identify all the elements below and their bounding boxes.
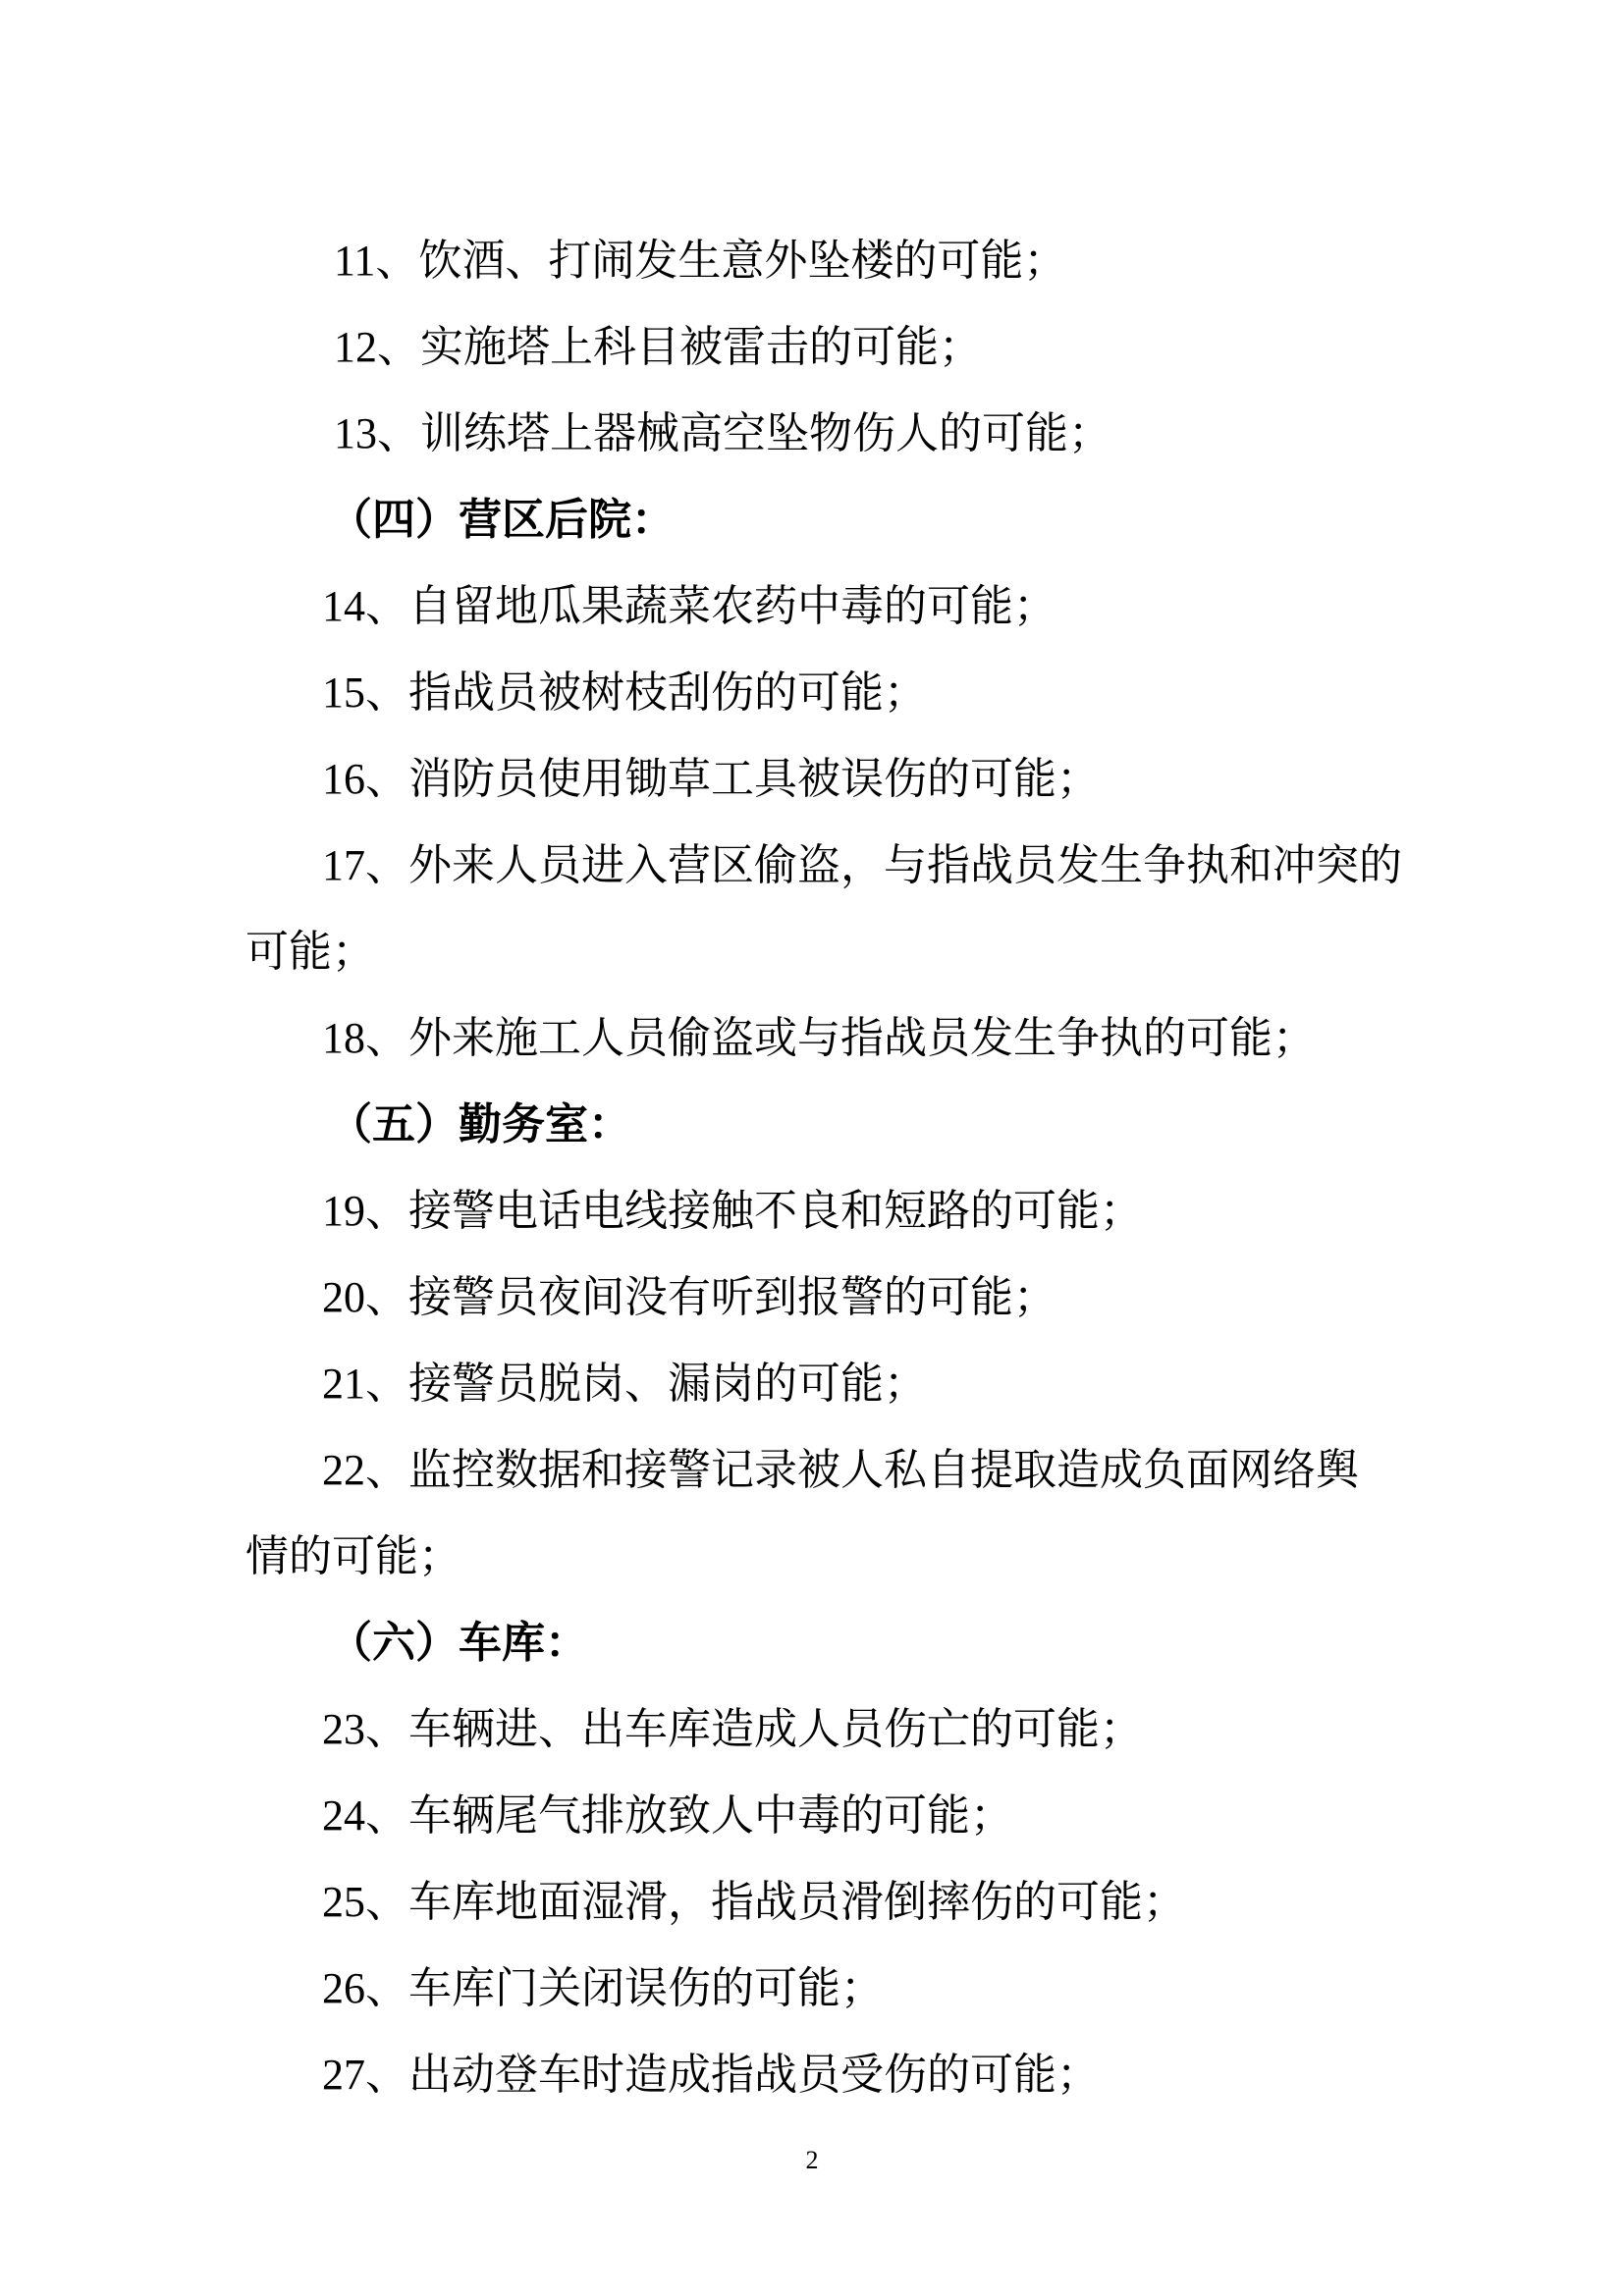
item-text: 、指战员被树枝刮伤的可能； bbox=[365, 667, 927, 718]
item-text: 、车辆进、出车库造成人员伤亡的可能； bbox=[365, 1704, 1143, 1754]
item-number: 15 bbox=[322, 668, 365, 717]
list-item bbox=[322, 752, 1100, 807]
list-item bbox=[334, 320, 982, 375]
item-number: 14 bbox=[322, 582, 365, 630]
list-item bbox=[322, 2048, 1100, 2103]
item-number: 19 bbox=[322, 1187, 365, 1235]
item-text: 、外来人员进入营区偷盗，与指战员发生争执和冲突的 bbox=[365, 840, 1402, 890]
list-item bbox=[322, 1270, 1056, 1325]
item-text: 、外来施工人员偷盗或与指战员发生争执的可能； bbox=[365, 1013, 1316, 1063]
list-item bbox=[322, 1875, 1186, 1930]
section-heading: （四）营区后院： bbox=[329, 495, 675, 545]
item-number: 13 bbox=[334, 409, 377, 457]
item-text: 、车库地面湿滑，指战员滑倒摔伤的可能； bbox=[365, 1877, 1186, 1927]
item-text: 、接警员夜间没有听到报警的可能； bbox=[365, 1272, 1056, 1322]
section-heading: （五）勤务室： bbox=[329, 1099, 631, 1149]
item-text: 、训练塔上器械高空坠物伤人的可能； bbox=[377, 408, 1111, 458]
item-text: 、自留地瓜果蔬菜农药中毒的可能； bbox=[365, 581, 1056, 631]
item-number: 17 bbox=[322, 841, 365, 889]
item-text: 、饮酒、打闹发生意外坠楼的可能； bbox=[375, 236, 1067, 286]
page-number: 2 bbox=[805, 2146, 819, 2174]
item-number: 27 bbox=[322, 2051, 365, 2099]
item-text: 、实施塔上科目被雷击的可能； bbox=[377, 322, 982, 372]
item-number: 24 bbox=[322, 1791, 365, 1840]
section-heading: （六）车库： bbox=[329, 1618, 588, 1668]
list-item bbox=[322, 1789, 1013, 1843]
item-number: 12 bbox=[334, 323, 377, 371]
item-number: 21 bbox=[322, 1360, 365, 1408]
item-number: 23 bbox=[322, 1705, 365, 1753]
item-text: 、车库门关闭误伤的可能； bbox=[365, 1963, 884, 2013]
item-number: 20 bbox=[322, 1273, 365, 1321]
list-item bbox=[322, 1357, 927, 1412]
list-item bbox=[322, 1443, 1359, 1498]
item-number: 26 bbox=[322, 1964, 365, 2012]
list-item bbox=[334, 234, 1066, 289]
item-number: 25 bbox=[322, 1878, 365, 1926]
list-item bbox=[334, 406, 1111, 461]
list-item bbox=[322, 1702, 1143, 1757]
item-number: 18 bbox=[322, 1014, 365, 1062]
item-number: 16 bbox=[322, 755, 365, 803]
item-number: 22 bbox=[322, 1446, 365, 1494]
list-item bbox=[322, 1011, 1316, 1066]
list-item bbox=[322, 579, 1056, 634]
list-item bbox=[322, 666, 927, 721]
item-text: 、接警电话电线接触不良和短路的可能； bbox=[365, 1186, 1143, 1236]
list-item-continuation: 情的可能； bbox=[245, 1531, 461, 1581]
item-text: 、出动登车时造成指战员受伤的可能； bbox=[365, 2050, 1100, 2100]
list-item-continuation: 可能； bbox=[245, 927, 375, 977]
item-number: 11 bbox=[334, 237, 376, 285]
item-text: 、接警员脱岗、漏岗的可能； bbox=[365, 1359, 927, 1409]
list-item bbox=[322, 1961, 884, 2016]
list-item bbox=[322, 1184, 1143, 1239]
item-text: 、车辆尾气排放致人中毒的可能； bbox=[365, 1790, 1013, 1841]
item-text: 、消防员使用锄草工具被误伤的可能； bbox=[365, 754, 1100, 804]
list-item bbox=[322, 838, 1402, 893]
item-text: 、监控数据和接警记录被人私自提取造成负面网络舆 bbox=[365, 1445, 1359, 1495]
